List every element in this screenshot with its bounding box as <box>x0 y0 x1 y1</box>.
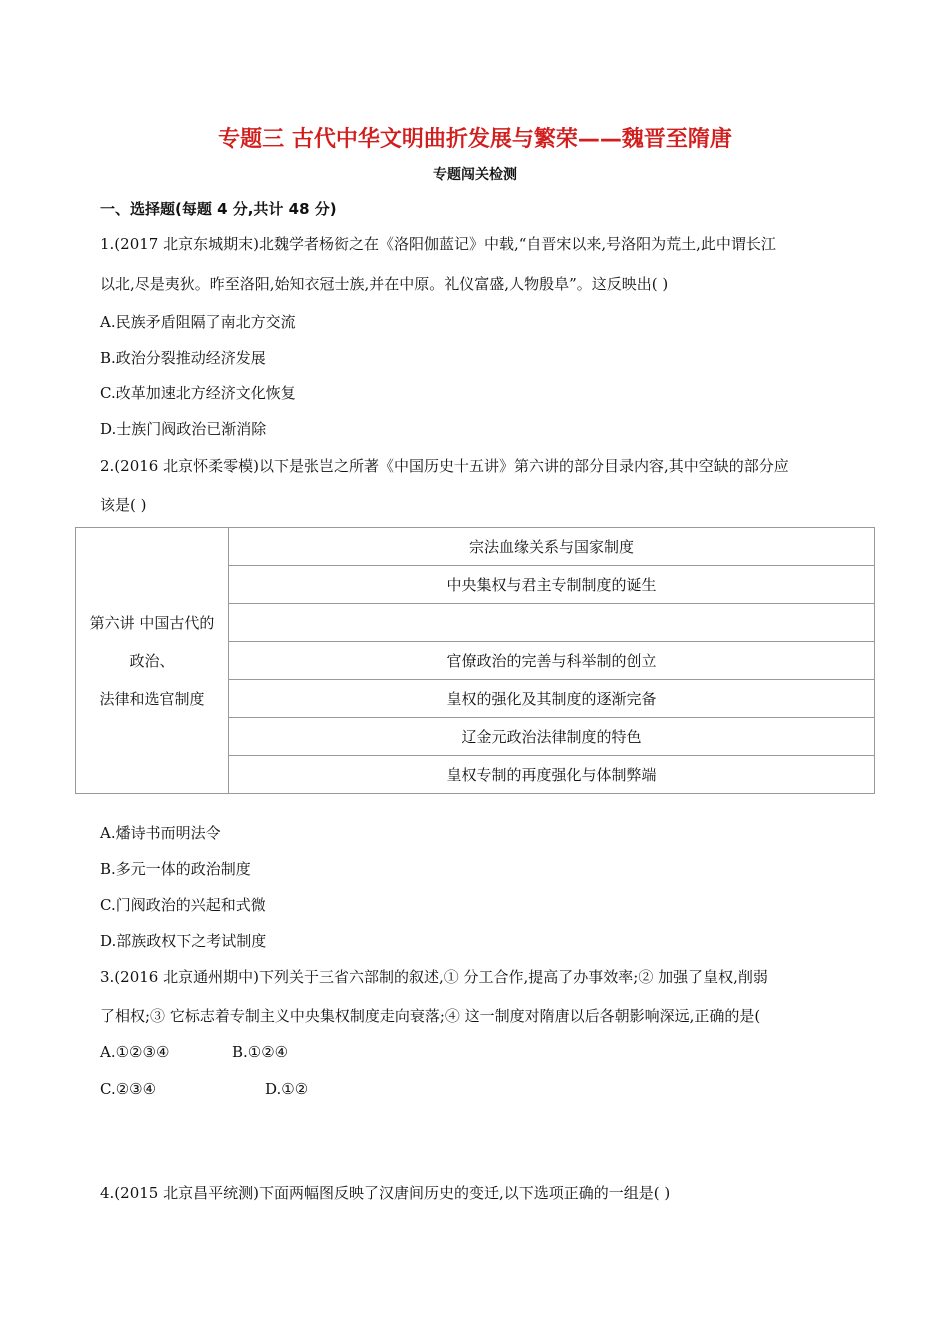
q2-option-c: C.门阀政治的兴起和式微 <box>100 896 266 914</box>
toc-row: 皇权的强化及其制度的逐渐完备 <box>229 680 875 718</box>
toc-row-blank <box>229 604 875 642</box>
q3-option-a: A.①②③④ <box>100 1043 170 1061</box>
q2-option-b: B.多元一体的政治制度 <box>100 860 251 878</box>
q3-option-c: C.②③④ <box>100 1080 157 1098</box>
q3-stem-line2: 了相权;③ 它标志着专制主义中央集权制度走向衰落;④ 这一制度对隋唐以后各朝影响深远,正确的是( <box>100 1007 761 1025</box>
toc-chapter-line3: 法律和选官制度 <box>99 689 205 708</box>
q1-option-d: D.士族门阀政治已渐消除 <box>100 420 267 438</box>
toc-row: 中央集权与君主专制制度的诞生 <box>229 566 875 604</box>
q1-option-a: A.民族矛盾阻隔了南北方交流 <box>100 313 296 331</box>
toc-chapter-cell <box>76 528 229 794</box>
q1-option-c: C.改革加速北方经济文化恢复 <box>100 384 296 402</box>
q3-stem-line1: 3.(2016 北京通州期中)下列关于三省六部制的叙述,① 分工合作,提高了办事效率;② 加强了皇权,削弱 <box>100 968 768 986</box>
q1-option-b: B.政治分裂推动经济发展 <box>100 349 266 367</box>
q2-stem-line1: 2.(2016 北京怀柔零模)以下是张岂之所著《中国历史十五讲》第六讲的部分目录内容,其中空缺的部分应 <box>100 457 789 475</box>
q2-stem-line2: 该是( ) <box>100 496 147 514</box>
q1-stem-line2: 以北,尽是夷狄。昨至洛阳,始知衣冠士族,并在中原。礼仪富盛,人物殷阜”。这反映出( ) <box>100 275 669 293</box>
toc-row: 辽金元政治法律制度的特色 <box>229 718 875 756</box>
page-title: 专题三 古代中华文明曲折发展与繁荣——魏晋至隋唐 <box>218 127 732 152</box>
toc-row: 宗法血缘关系与国家制度 <box>229 528 875 566</box>
toc-chapter-line1: 第六讲 中国古代的 <box>89 613 215 632</box>
toc-row: 官僚政治的完善与科举制的创立 <box>229 642 875 680</box>
q2-option-d: D.部族政权下之考试制度 <box>100 932 267 950</box>
q4-stem-line1: 4.(2015 北京昌平统测)下面两幅图反映了汉唐间历史的变迁,以下选项正确的一组是( ) <box>100 1184 671 1202</box>
page-subtitle: 专题闯关检测 <box>433 167 517 183</box>
section-heading: 一、选择题(每题 4 分,共计 48 分) <box>100 200 337 218</box>
q3-option-d: D.①② <box>265 1080 309 1098</box>
q3-option-b: B.①②④ <box>232 1043 289 1061</box>
q2-option-a: A.燔诗书而明法令 <box>100 824 221 842</box>
toc-row: 皇权专制的再度强化与体制弊端 <box>229 756 875 794</box>
toc-table <box>75 527 875 794</box>
q1-stem-line1: 1.(2017 北京东城期末)北魏学者杨衒之在《洛阳伽蓝记》中载,“自晋宋以来,号洛阳为荒土,此中谓长江 <box>100 235 776 253</box>
toc-chapter-line2: 政治、 <box>129 651 175 670</box>
